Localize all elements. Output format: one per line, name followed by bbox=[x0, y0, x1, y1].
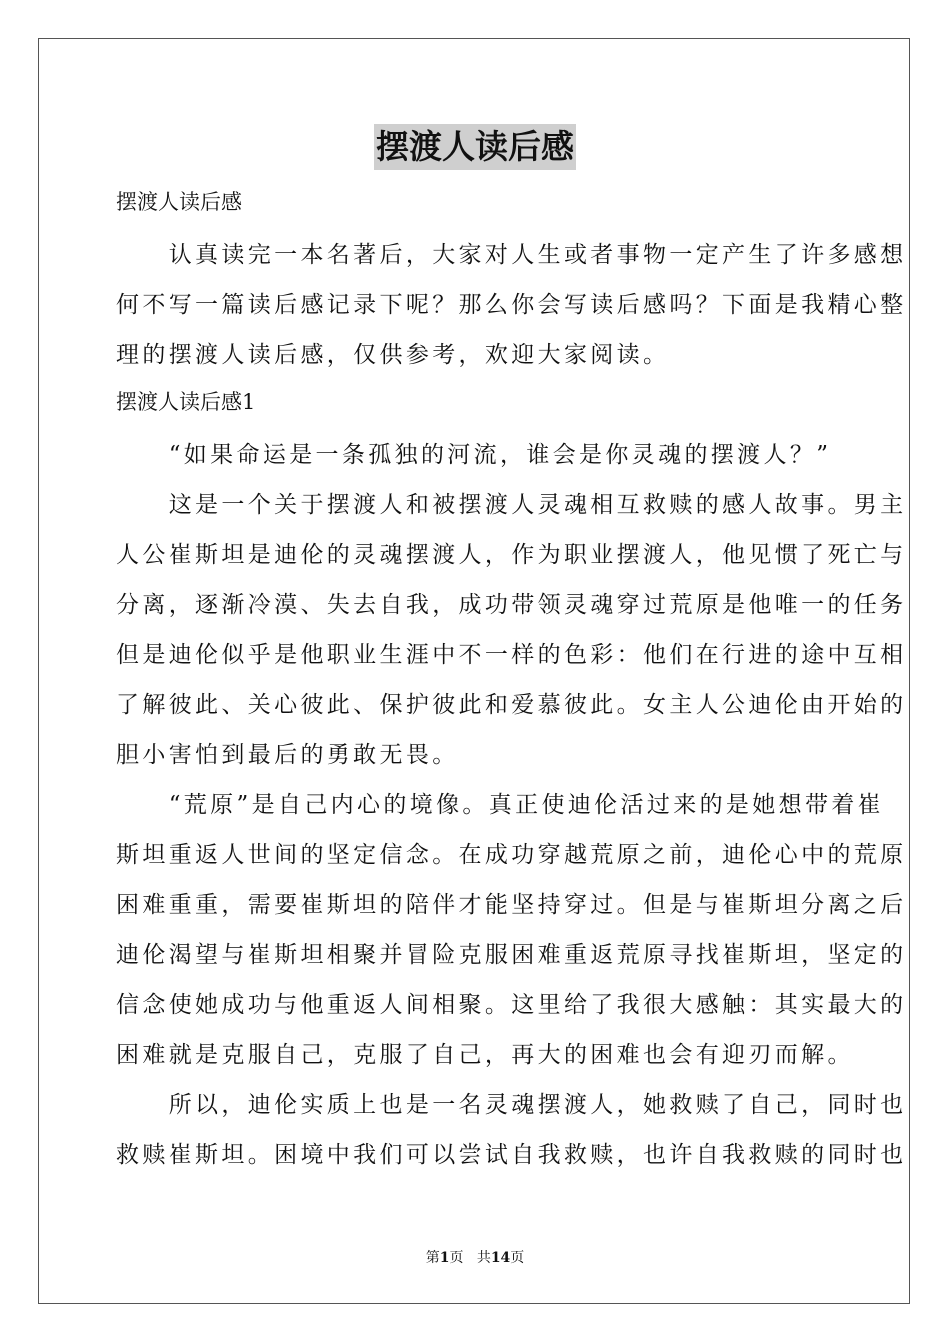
body-line: 胆小害怕到最后的勇敢无畏。 bbox=[116, 742, 459, 768]
body-line: 困难就是克服自己，克服了自己，再大的困难也会有迎刃而解。 bbox=[116, 1042, 854, 1068]
body-line: 斯坦重返人世间的坚定信念。在成功穿越荒原之前，迪伦心中的荒原 bbox=[116, 842, 907, 868]
intro-line: 理的摆渡人读后感，仅供参考，欢迎大家阅读。 bbox=[116, 342, 670, 368]
body-line: 了解彼此、关心彼此、保护彼此和爱慕彼此。女主人公迪伦由开始的 bbox=[116, 692, 907, 718]
body-line: “荒原”是自己内心的境像。真正使迪伦活过来的是她想带着崔 bbox=[116, 792, 885, 818]
subtitle-heading: 摆渡人读后感 bbox=[116, 190, 242, 214]
document-title: 摆渡人读后感 bbox=[374, 124, 576, 170]
section-heading: 摆渡人读后感1 bbox=[116, 390, 256, 414]
page-suffix: 页 bbox=[449, 1250, 464, 1266]
title-container bbox=[0, 124, 950, 170]
total-suffix: 页 bbox=[510, 1250, 525, 1266]
body-line: 人公崔斯坦是迪伦的灵魂摆渡人，作为职业摆渡人，他见惯了死亡与 bbox=[116, 542, 907, 568]
body-line: 迪伦渴望与崔斯坦相聚并冒险克服困难重返荒原寻找崔斯坦，坚定的 bbox=[116, 942, 907, 968]
page-prefix: 第 bbox=[425, 1250, 440, 1266]
intro-line: 认真读完一本名著后，大家对人生或者事物一定产生了许多感想 bbox=[116, 242, 907, 268]
body-line: 分离，逐渐冷漠、失去自我，成功带领灵魂穿过荒原是他唯一的任务 bbox=[116, 592, 907, 618]
body-line: “如果命运是一条孤独的河流，谁会是你灵魂的摆渡人？” bbox=[116, 442, 832, 468]
intro-line: 何不写一篇读后感记录下呢？那么你会写读后感吗？下面是我精心整 bbox=[116, 292, 907, 318]
body-line: 但是迪伦似乎是他职业生涯中不一样的色彩：他们在行进的途中互相 bbox=[116, 642, 907, 668]
body-line: 所以，迪伦实质上也是一名灵魂摆渡人，她救赎了自己，同时也 bbox=[116, 1092, 907, 1118]
body-line: 这是一个关于摆渡人和被摆渡人灵魂相互救赎的感人故事。男主 bbox=[116, 492, 907, 518]
total-pages: 14 bbox=[490, 1250, 511, 1266]
body-line: 困难重重，需要崔斯坦的陪伴才能坚持穿过。但是与崔斯坦分离之后 bbox=[116, 892, 907, 918]
body-line: 信念使她成功与他重返人间相聚。这里给了我很大感触：其实最大的 bbox=[116, 992, 907, 1018]
total-prefix: 共 bbox=[476, 1250, 491, 1266]
page-number: 1 bbox=[439, 1250, 450, 1266]
page-footer bbox=[0, 1247, 950, 1267]
body-line: 救赎崔斯坦。困境中我们可以尝试自我救赎，也许自我救赎的同时也 bbox=[116, 1142, 907, 1168]
